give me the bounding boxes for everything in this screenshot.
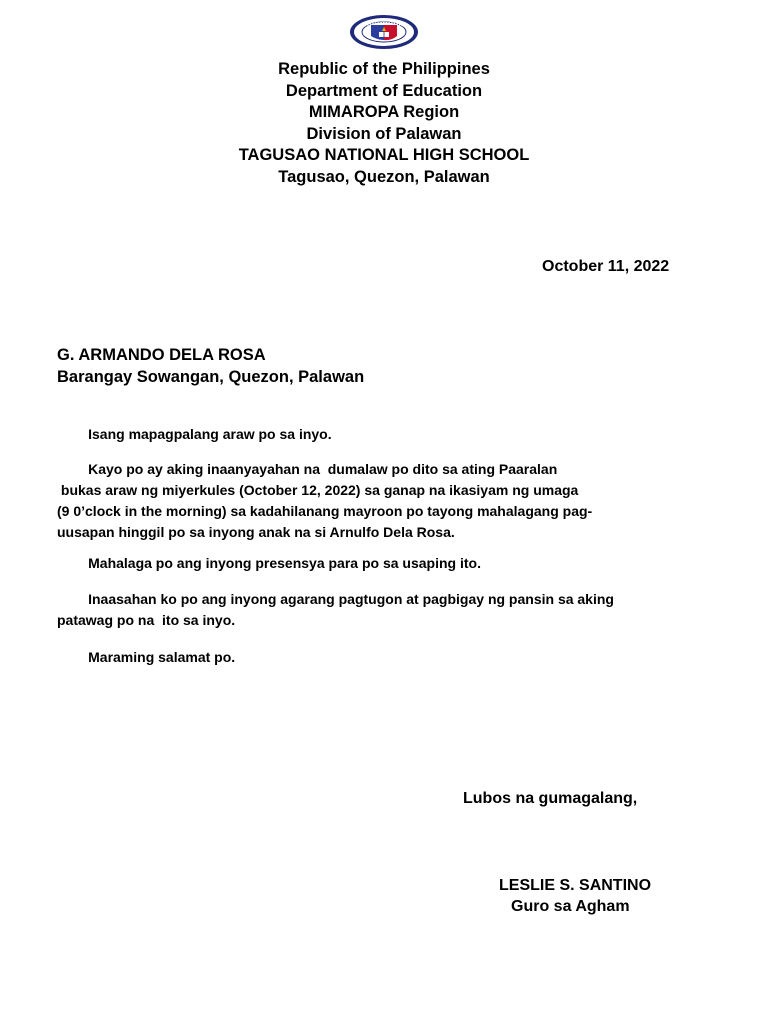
thanks-paragraph bbox=[57, 647, 757, 668]
letterhead-division: Division of Palawan bbox=[306, 124, 462, 143]
deped-seal-logo bbox=[349, 14, 419, 50]
invitation-paragraph bbox=[57, 459, 757, 543]
request-line-2: patawag po na ito sa inyo. bbox=[57, 612, 236, 628]
letterhead-country: Republic of the Philippines bbox=[278, 60, 490, 78]
letterhead bbox=[0, 59, 768, 188]
request-line-1: Inaasahan ko po ang inyong agarang pagtugon at pagbigay ng pansin sa aking bbox=[57, 591, 614, 607]
signer-name: LESLIE S. SANTINO bbox=[499, 877, 652, 894]
thanks-line: Maraming salamat po. bbox=[57, 649, 236, 665]
recipient-block bbox=[57, 345, 364, 388]
greeting-paragraph bbox=[57, 424, 757, 445]
importance-line: Mahalaga po ang inyong presensya para po sa usaping ito. bbox=[57, 555, 481, 571]
letter-date: October 11, 2022 bbox=[542, 258, 670, 275]
invitation-line-2: bukas araw ng miyerkules (October 12, 2022) sa ganap na ikasiyam ng umaga bbox=[57, 482, 579, 498]
letterhead-school: TAGUSAO NATIONAL HIGH SCHOOL bbox=[238, 146, 530, 164]
letterhead-address: Tagusao, Quezon, Palawan bbox=[278, 167, 490, 186]
invitation-line-1: Kayo po ay aking inaanyayahan na dumalaw po dito sa ating Paaralan bbox=[57, 461, 558, 477]
signer-title: Guro sa Agham bbox=[511, 898, 630, 915]
request-paragraph bbox=[57, 589, 757, 631]
importance-paragraph bbox=[57, 553, 757, 574]
greeting-line: Isang mapagpalang araw po sa inyo. bbox=[57, 426, 332, 442]
letterhead-region: MIMAROPA Region bbox=[308, 103, 460, 121]
letterhead-department: Department of Education bbox=[285, 81, 483, 100]
invitation-line-3: (9 0’clock in the morning) sa kadahilanang mayroon po tayong mahalagang pag- bbox=[57, 503, 593, 519]
invitation-line-4: uusapan hinggil po sa inyong anak na si Arnulfo Dela Rosa. bbox=[57, 524, 455, 540]
recipient-address: Barangay Sowangan, Quezon, Palawan bbox=[57, 367, 365, 386]
complimentary-close: Lubos na gumagalang, bbox=[463, 790, 638, 807]
recipient-name: G. ARMANDO DELA ROSA bbox=[57, 346, 266, 364]
